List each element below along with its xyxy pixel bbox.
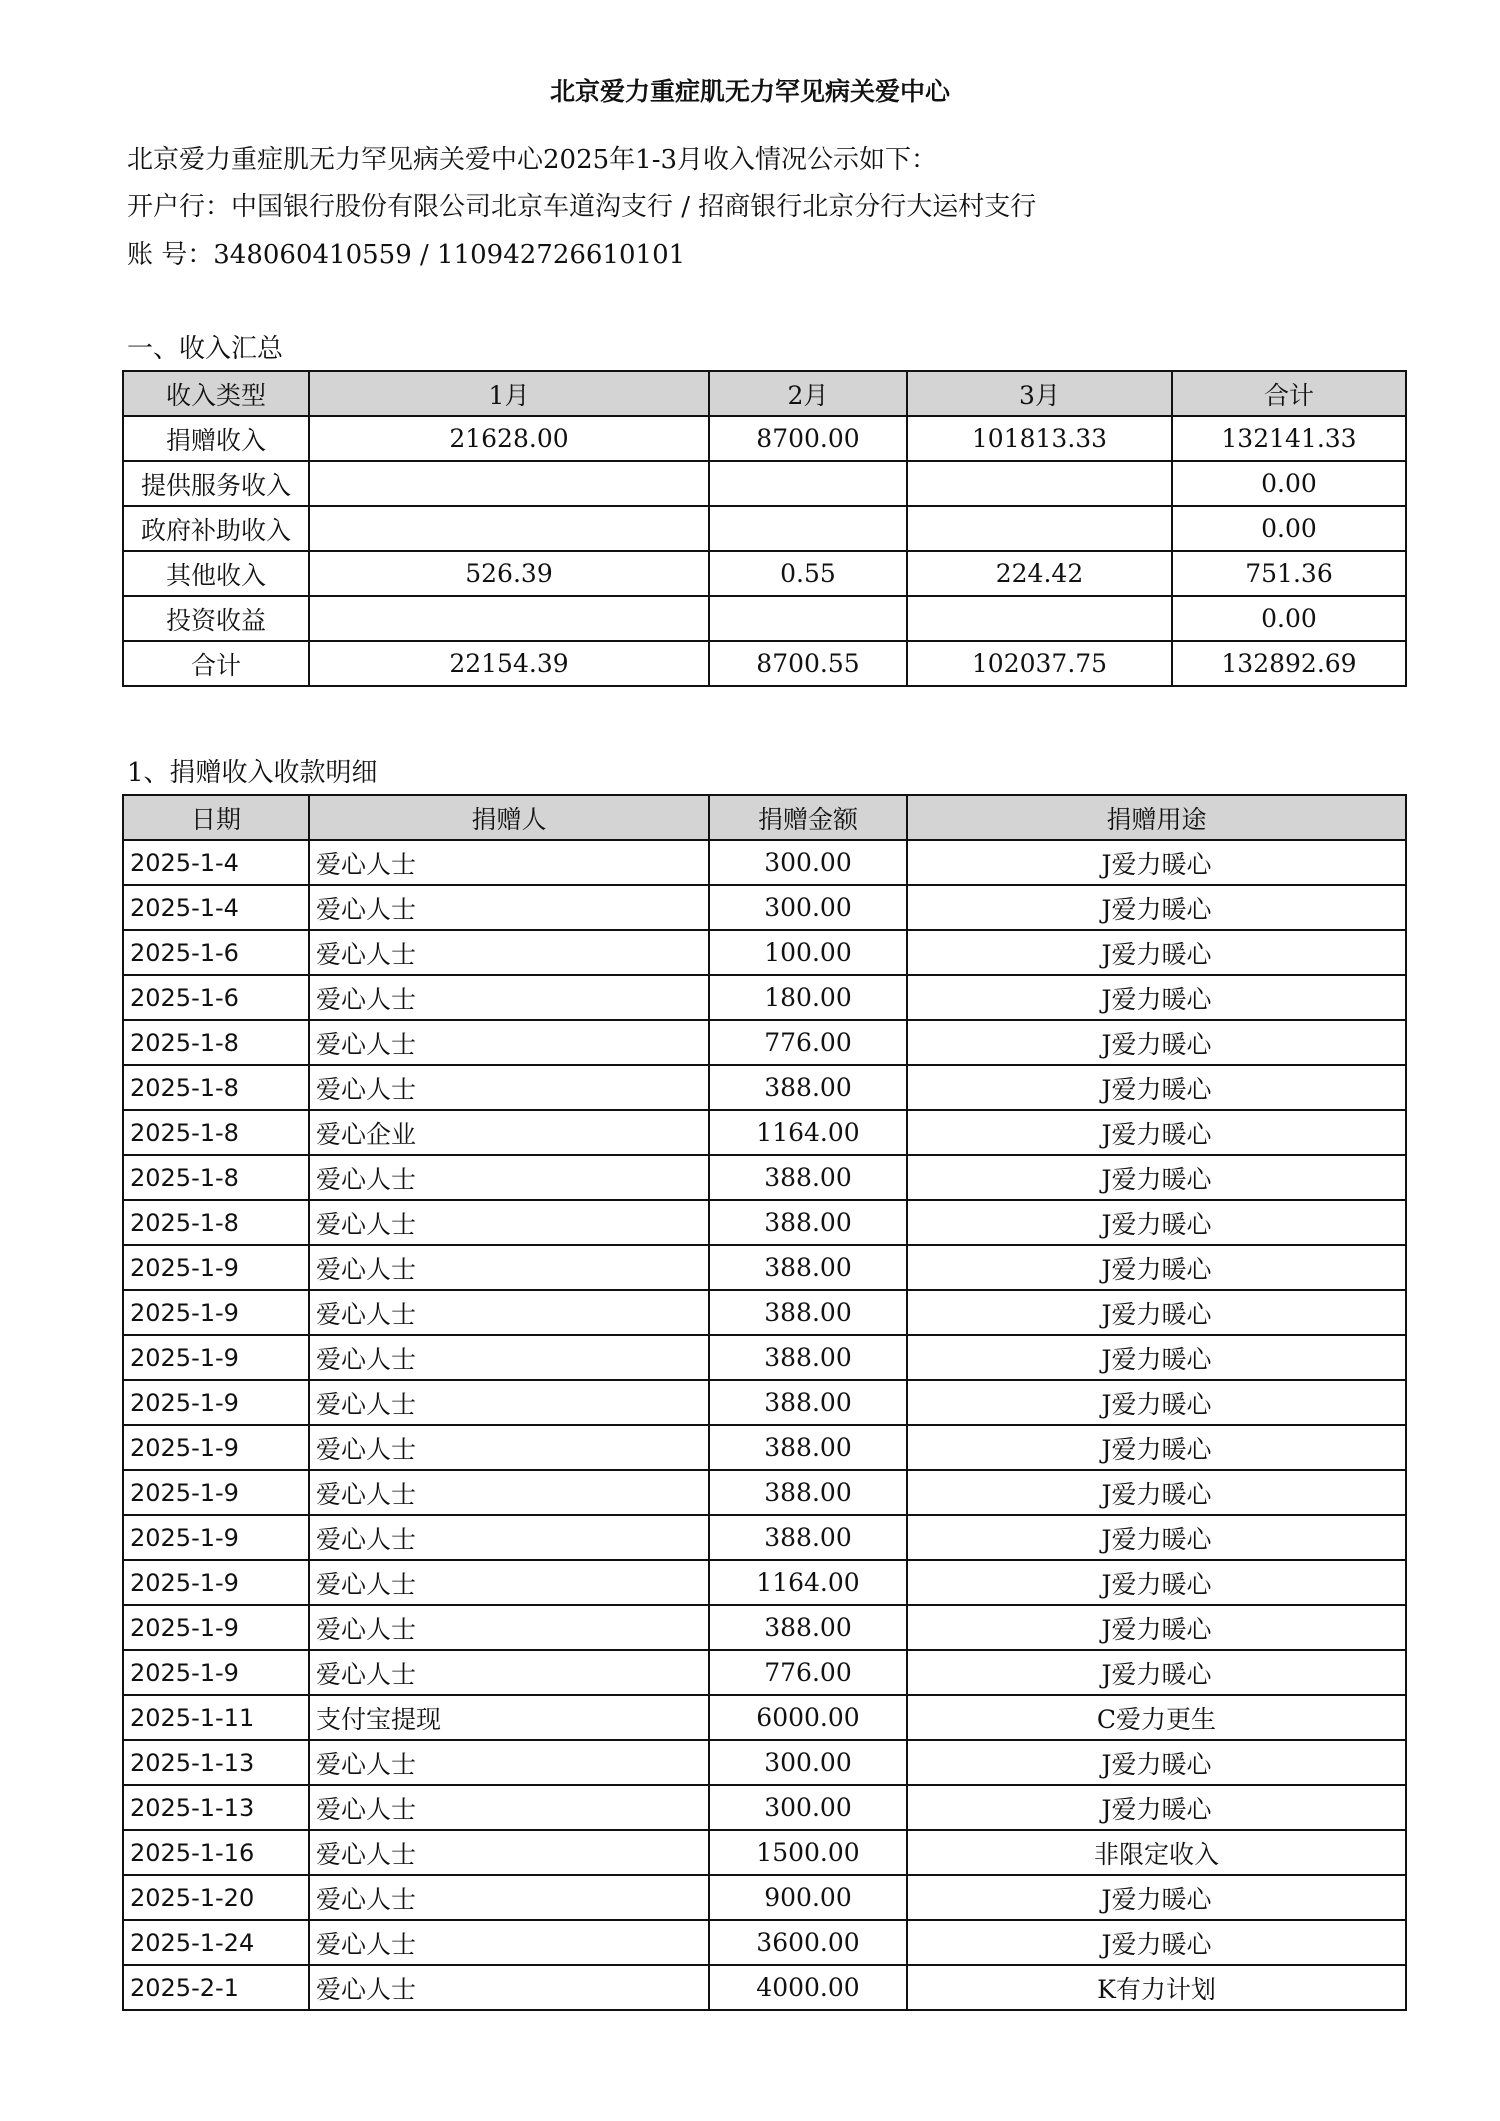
date-cell: 2025-1-9 (123, 1605, 309, 1650)
purpose-cell: J爱力暖心 (907, 1740, 1406, 1785)
summary-header-feb: 2月 (709, 371, 907, 416)
details-table (122, 794, 1407, 2011)
purpose-cell: J爱力暖心 (907, 1335, 1406, 1380)
amount-cell: 388.00 (709, 1065, 907, 1110)
jan-value-cell: 22154.39 (309, 641, 709, 686)
donor-cell: 爱心人士 (309, 1155, 709, 1200)
feb-value-cell: 8700.00 (709, 416, 907, 461)
purpose-cell: J爱力暖心 (907, 1650, 1406, 1695)
amount-cell: 388.00 (709, 1605, 907, 1650)
summary-header-total: 合计 (1172, 371, 1406, 416)
income-type-cell: 提供服务收入 (123, 461, 309, 506)
mar-value-cell: 102037.75 (907, 641, 1172, 686)
date-cell: 2025-1-9 (123, 1245, 309, 1290)
table-row (123, 1920, 1406, 1965)
donor-cell: 支付宝提现 (309, 1695, 709, 1740)
details-header-donor: 捐赠人 (309, 795, 709, 840)
purpose-cell: J爱力暖心 (907, 840, 1406, 885)
donor-cell: 爱心人士 (309, 1290, 709, 1335)
table-row (123, 1110, 1406, 1155)
purpose-cell: J爱力暖心 (907, 1560, 1406, 1605)
amount-cell: 300.00 (709, 885, 907, 930)
amount-cell: 180.00 (709, 975, 907, 1020)
date-cell: 2025-1-4 (123, 840, 309, 885)
amount-cell: 388.00 (709, 1515, 907, 1560)
table-row (123, 1470, 1406, 1515)
purpose-cell: J爱力暖心 (907, 1245, 1406, 1290)
feb-value-cell: 8700.55 (709, 641, 907, 686)
donor-cell: 爱心人士 (309, 1245, 709, 1290)
table-row (123, 1335, 1406, 1380)
purpose-cell: J爱力暖心 (907, 1515, 1406, 1560)
purpose-cell: J爱力暖心 (907, 1785, 1406, 1830)
purpose-cell: J爱力暖心 (907, 1920, 1406, 1965)
table-row (123, 1830, 1406, 1875)
date-cell: 2025-1-9 (123, 1560, 309, 1605)
table-row (123, 1290, 1406, 1335)
amount-cell: 1164.00 (709, 1110, 907, 1155)
table-row (123, 840, 1406, 885)
income-type-cell: 政府补助收入 (123, 506, 309, 551)
mar-value-cell (907, 596, 1172, 641)
details-header-row (123, 795, 1406, 840)
donor-cell: 爱心人士 (309, 1200, 709, 1245)
date-cell: 2025-1-8 (123, 1200, 309, 1245)
mar-value-cell (907, 461, 1172, 506)
table-row (123, 885, 1406, 930)
table-row (123, 1605, 1406, 1650)
income-type-cell: 合计 (123, 641, 309, 686)
purpose-cell: J爱力暖心 (907, 1290, 1406, 1335)
purpose-cell: J爱力暖心 (907, 885, 1406, 930)
table-row (123, 1740, 1406, 1785)
amount-cell: 388.00 (709, 1245, 907, 1290)
donor-cell: 爱心人士 (309, 1380, 709, 1425)
date-cell: 2025-1-8 (123, 1110, 309, 1155)
table-row (123, 1785, 1406, 1830)
table-row (123, 416, 1406, 461)
total-value-cell: 0.00 (1172, 596, 1406, 641)
donor-cell: 爱心人士 (309, 1560, 709, 1605)
donor-cell: 爱心人士 (309, 840, 709, 885)
summary-header-row (123, 371, 1406, 416)
donor-cell: 爱心人士 (309, 930, 709, 975)
feb-value-cell (709, 506, 907, 551)
donor-cell: 爱心人士 (309, 1830, 709, 1875)
purpose-cell: J爱力暖心 (907, 1875, 1406, 1920)
date-cell: 2025-1-8 (123, 1065, 309, 1110)
donor-cell: 爱心人士 (309, 1020, 709, 1065)
table-row (123, 1515, 1406, 1560)
jan-value-cell (309, 596, 709, 641)
date-cell: 2025-2-1 (123, 1965, 309, 2010)
date-cell: 2025-1-13 (123, 1785, 309, 1830)
details-header-date: 日期 (123, 795, 309, 840)
donor-cell: 爱心人士 (309, 1785, 709, 1830)
date-cell: 2025-1-9 (123, 1515, 309, 1560)
purpose-cell: C爱力更生 (907, 1695, 1406, 1740)
amount-cell: 388.00 (709, 1200, 907, 1245)
date-cell: 2025-1-9 (123, 1470, 309, 1515)
table-row (123, 461, 1406, 506)
date-cell: 2025-1-4 (123, 885, 309, 930)
table-row (123, 1425, 1406, 1470)
table-row (123, 1200, 1406, 1245)
purpose-cell: J爱力暖心 (907, 975, 1406, 1020)
amount-cell: 388.00 (709, 1380, 907, 1425)
intro-line-bank: 开户行：中国银行股份有限公司北京车道沟支行 / 招商银行北京分行大运村支行 (127, 192, 1037, 222)
date-cell: 2025-1-8 (123, 1155, 309, 1200)
table-row (123, 641, 1406, 686)
purpose-cell: J爱力暖心 (907, 1065, 1406, 1110)
donor-cell: 爱心人士 (309, 1920, 709, 1965)
table-row (123, 1380, 1406, 1425)
table-row (123, 1650, 1406, 1695)
date-cell: 2025-1-11 (123, 1695, 309, 1740)
page-title: 北京爱力重症肌无力罕见病关爱中心 (549, 77, 950, 106)
amount-cell: 300.00 (709, 840, 907, 885)
summary-header-jan: 1月 (309, 371, 709, 416)
jan-value-cell: 526.39 (309, 551, 709, 596)
donor-cell: 爱心人士 (309, 1470, 709, 1515)
donor-cell: 爱心人士 (309, 1515, 709, 1560)
details-header-purpose: 捐赠用途 (907, 795, 1406, 840)
amount-cell: 388.00 (709, 1425, 907, 1470)
purpose-cell: J爱力暖心 (907, 1155, 1406, 1200)
amount-cell: 300.00 (709, 1740, 907, 1785)
donor-cell: 爱心企业 (309, 1110, 709, 1155)
date-cell: 2025-1-16 (123, 1830, 309, 1875)
donor-cell: 爱心人士 (309, 975, 709, 1020)
intro-line-notice: 北京爱力重症肌无力罕见病关爱中心2025年1-3月收入情况公示如下： (127, 145, 938, 175)
table-row (123, 1875, 1406, 1920)
total-value-cell: 0.00 (1172, 506, 1406, 551)
summary-header-mar: 3月 (907, 371, 1172, 416)
total-value-cell: 751.36 (1172, 551, 1406, 596)
date-cell: 2025-1-9 (123, 1425, 309, 1470)
mar-value-cell (907, 506, 1172, 551)
amount-cell: 3600.00 (709, 1920, 907, 1965)
date-cell: 2025-1-6 (123, 930, 309, 975)
date-cell: 2025-1-20 (123, 1875, 309, 1920)
amount-cell: 300.00 (709, 1785, 907, 1830)
table-row (123, 506, 1406, 551)
purpose-cell: K有力计划 (907, 1965, 1406, 2010)
purpose-cell: J爱力暖心 (907, 1020, 1406, 1065)
table-row (123, 930, 1406, 975)
date-cell: 2025-1-9 (123, 1380, 309, 1425)
intro-line-account: 账 号：348060410559 / 110942726610101 (127, 240, 686, 270)
purpose-cell: J爱力暖心 (907, 1110, 1406, 1155)
amount-cell: 6000.00 (709, 1695, 907, 1740)
donor-cell: 爱心人士 (309, 1965, 709, 2010)
donor-cell: 爱心人士 (309, 1740, 709, 1785)
amount-cell: 388.00 (709, 1290, 907, 1335)
summary-section-title: 一、收入汇总 (127, 334, 284, 364)
feb-value-cell (709, 461, 907, 506)
purpose-cell: J爱力暖心 (907, 1605, 1406, 1650)
total-value-cell: 0.00 (1172, 461, 1406, 506)
income-type-cell: 投资收益 (123, 596, 309, 641)
table-row (123, 1965, 1406, 2010)
table-row (123, 1560, 1406, 1605)
date-cell: 2025-1-9 (123, 1650, 309, 1695)
details-section-title: 1、捐赠收入收款明细 (127, 758, 378, 788)
summary-table (122, 370, 1407, 687)
amount-cell: 100.00 (709, 930, 907, 975)
donor-cell: 爱心人士 (309, 1425, 709, 1470)
table-row (123, 1245, 1406, 1290)
date-cell: 2025-1-13 (123, 1740, 309, 1785)
purpose-cell: J爱力暖心 (907, 1425, 1406, 1470)
amount-cell: 4000.00 (709, 1965, 907, 2010)
table-row (123, 551, 1406, 596)
table-row (123, 975, 1406, 1020)
jan-value-cell (309, 461, 709, 506)
donor-cell: 爱心人士 (309, 1605, 709, 1650)
amount-cell: 388.00 (709, 1155, 907, 1200)
income-type-cell: 捐赠收入 (123, 416, 309, 461)
income-type-cell: 其他收入 (123, 551, 309, 596)
amount-cell: 900.00 (709, 1875, 907, 1920)
amount-cell: 388.00 (709, 1470, 907, 1515)
table-row (123, 1065, 1406, 1110)
details-header-amount: 捐赠金额 (709, 795, 907, 840)
jan-value-cell (309, 506, 709, 551)
feb-value-cell (709, 596, 907, 641)
table-row (123, 1155, 1406, 1200)
donor-cell: 爱心人士 (309, 1065, 709, 1110)
purpose-cell: J爱力暖心 (907, 1380, 1406, 1425)
date-cell: 2025-1-6 (123, 975, 309, 1020)
amount-cell: 776.00 (709, 1020, 907, 1065)
donor-cell: 爱心人士 (309, 1650, 709, 1695)
total-value-cell: 132141.33 (1172, 416, 1406, 461)
table-row (123, 1020, 1406, 1065)
donor-cell: 爱心人士 (309, 1335, 709, 1380)
purpose-cell: J爱力暖心 (907, 1470, 1406, 1515)
amount-cell: 1164.00 (709, 1560, 907, 1605)
mar-value-cell: 224.42 (907, 551, 1172, 596)
total-value-cell: 132892.69 (1172, 641, 1406, 686)
date-cell: 2025-1-9 (123, 1335, 309, 1380)
table-row (123, 1695, 1406, 1740)
purpose-cell: J爱力暖心 (907, 1200, 1406, 1245)
jan-value-cell: 21628.00 (309, 416, 709, 461)
summary-header-type: 收入类型 (123, 371, 309, 416)
donor-cell: 爱心人士 (309, 1875, 709, 1920)
table-row (123, 596, 1406, 641)
amount-cell: 1500.00 (709, 1830, 907, 1875)
mar-value-cell: 101813.33 (907, 416, 1172, 461)
amount-cell: 388.00 (709, 1335, 907, 1380)
date-cell: 2025-1-8 (123, 1020, 309, 1065)
date-cell: 2025-1-24 (123, 1920, 309, 1965)
purpose-cell: J爱力暖心 (907, 930, 1406, 975)
donor-cell: 爱心人士 (309, 885, 709, 930)
date-cell: 2025-1-9 (123, 1290, 309, 1335)
amount-cell: 776.00 (709, 1650, 907, 1695)
feb-value-cell: 0.55 (709, 551, 907, 596)
purpose-cell: 非限定收入 (907, 1830, 1406, 1875)
